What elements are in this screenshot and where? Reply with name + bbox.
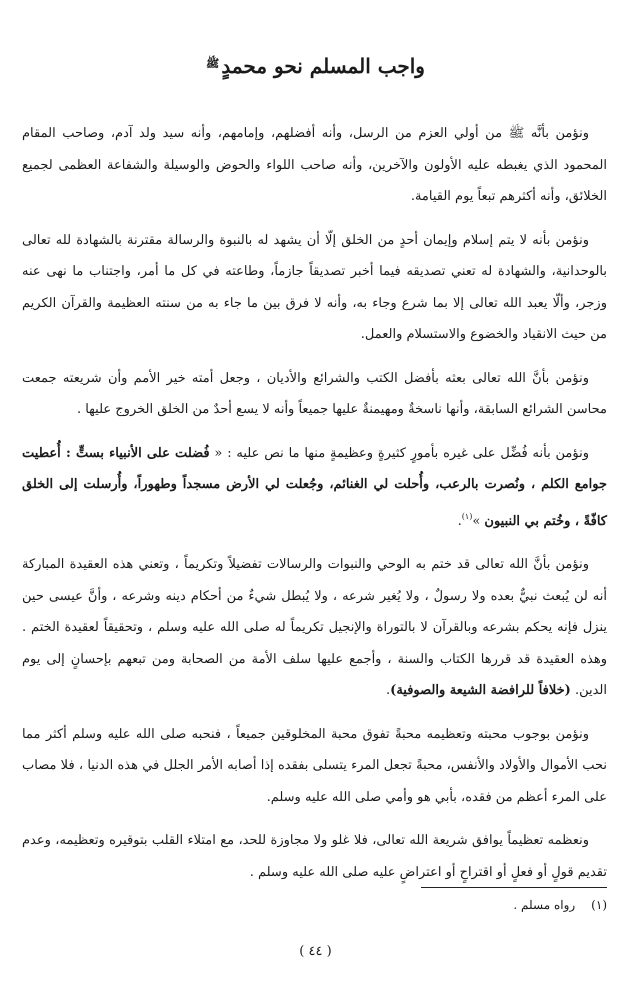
paragraph-virtues-hadith bbox=[22, 438, 607, 538]
paragraph-lead: ونؤمن بأنه فُضِّل على غيره بأمورٍ كثيرةٍ وعظيمةٍ منها ما نص عليه : « bbox=[209, 445, 589, 461]
title-text: واجب المسلم نحو محمدٍ bbox=[221, 54, 425, 78]
page-title bbox=[0, 54, 631, 78]
paragraph-lead: ونؤمن بأنَّ الله تعالى قد ختم به الوحي والنبوات والرسالات تفضيلاً وتكريماً ، وتعني هذه العقيدة المباركة أنه لن يُبعث نبيٌّ بعده ولا رسولٌ ، ولا يُغير شرعه ، ولا يُبطل شيءٌ من أحكام دينه وشرعه ، وأنَّ عيسى حين ينزل فإنه يحكم بشرعه وبالقرآن لا بالتوراة والإنجيل تكريماً له صلى الله عليه وسلم ، وتحقيقاً لعقيدة الختم . وهذه العقيدة قد قررها الكتاب والسنة ، وأجمع عليها سلف الأمة من الصحابة ومن تبعهم بإحسانٍ إلى يوم الدين. bbox=[22, 557, 607, 698]
paragraph-seal-of-prophets bbox=[22, 549, 607, 707]
paragraph-reverence: ونعظمه تعظيماً يوافق شريعة الله تعالى، فلا غلو ولا مجاوزة للحد، مع امتلاء القلب بتوقيره وتعظيمه، وعدم تقديم قولٍ أو فعلٍ أو اقتراحٍ أو اعتراضٍ عليه صلى الله عليه وسلم . bbox=[22, 833, 607, 880]
body-text bbox=[22, 118, 607, 900]
paragraph-end: . bbox=[457, 513, 462, 529]
paragraph-prophethood-rank: ونؤمن بأنَّه ﷺ من أولي العزم من الرسل، وأنه أفضلهم، وإمامهم، وأنه سيد ولد آدم، وصاحب المقام المحمود الذي يغبطه عليه الأولون والآخرين، وأنه صاحب اللواء والحوض والوسيلة والشفاعة العظمى لجميع الخلائق، وأنه أكثرهم تبعاً يوم القيامة. bbox=[22, 126, 607, 204]
paragraph-testimony: ونؤمن بأنه لا يتم إسلام وإيمان أحدٍ من الخلق إلّا أن يشهد له بالنبوة والرسالة مقترنة بالشهادة لله تعالى بالوحدانية، والشهادة له تعني تصديقه فيما أخبر تصديقاً جازماً، وطاعته في كل ما أمر، واجتناب ما نهى عنه وزجر، وألّا يعبد الله تعالى إلا بما شرع وجاء به، وأنه لا فرق بين ما جاء به من سنته العظيمة والقرآن الكريم من حيث الانقياد والخضوع والاستسلام والعمل. bbox=[22, 232, 607, 342]
footnote-divider bbox=[421, 887, 607, 888]
footnote bbox=[513, 898, 607, 912]
footnote-text: رواه مسلم . bbox=[513, 898, 576, 912]
paragraph-end: . bbox=[386, 683, 391, 698]
hadith-quote: فُضلت على الأنبياء بستٍّ : أُعطيت جوامع الكلم ، ونُصرت بالرعب، وأُحلت لي الغنائم، وجُعلت لي الأرض مسجداً وطهوراً، وأُرسلت إلى الخلق كافّةً ، وخُتم بي النبيون bbox=[22, 445, 607, 529]
salawat-glyph: ﷺ bbox=[206, 57, 220, 70]
quote-close: » bbox=[472, 513, 485, 529]
bold-remark: (خلافاً للرافضة الشيعة والصوفية) bbox=[390, 683, 571, 698]
footnote-number: (١) bbox=[591, 898, 607, 912]
footnote-ref[interactable]: (١) bbox=[461, 511, 473, 521]
paragraph-best-religion: ونؤمن بأنَّ الله تعالى بعثه بأفضل الكتب والشرائع والأديان ، وجعل أمته خير الأمم وأن شريعته جمعت محاسن الشرائع السابقة، وأنها ناسخةٌ ومهيمنةٌ عليها جميعاً وأنه لا يسع أحدٌ من الخلق الخروج عليها . bbox=[22, 370, 607, 417]
paragraph-love: ونؤمن بوجوب محبته وتعظيمه محبةً تفوق محبة المخلوقين جميعاً ، فنحبه صلى الله عليه وسلم أكثر مما نحب الأموال والأولاد والأنفس، محبةً تجعل المرء يتسلى بفقده إذا أصابه الأمر الجلل في هذه الدنيا ، فلا مصاب على المرء أعظم من فقده، بأبي هو وأمي صلى الله عليه وسلم. bbox=[22, 726, 607, 805]
page-number: ( ٤٤ ) bbox=[299, 944, 332, 959]
